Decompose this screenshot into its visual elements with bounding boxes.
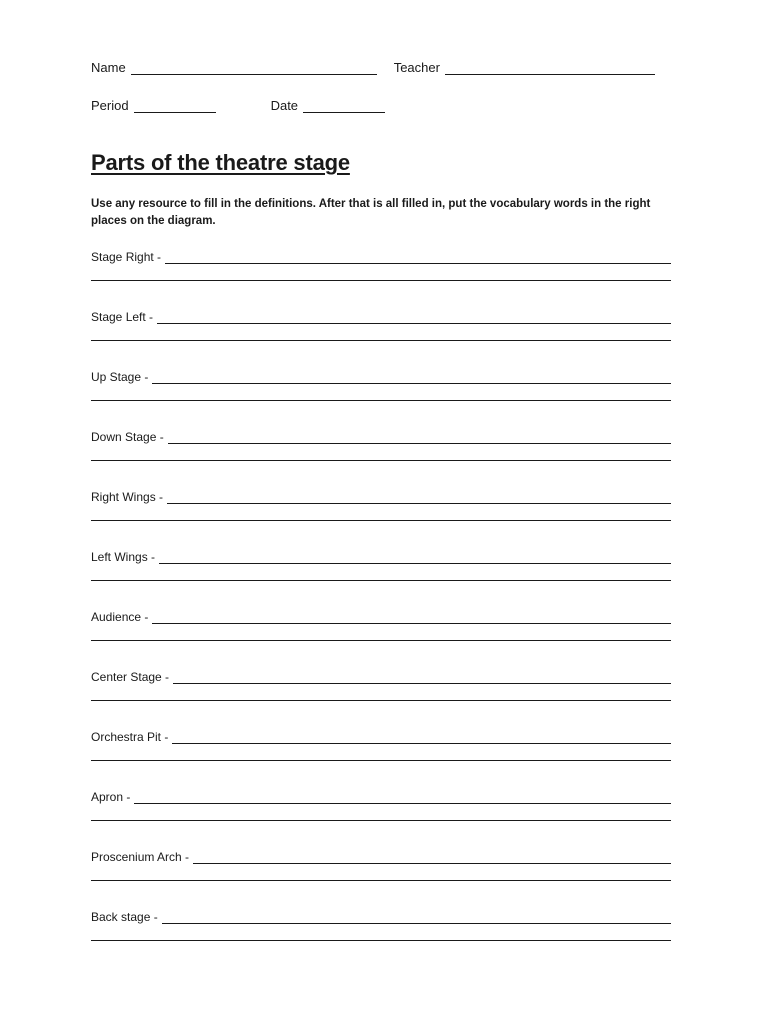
definition-first-line xyxy=(91,848,671,864)
period-blank[interactable] xyxy=(134,100,216,113)
term-label: Up Stage - xyxy=(91,370,149,384)
term-label: Left Wings - xyxy=(91,550,156,564)
term-label: Center Stage - xyxy=(91,670,170,684)
definition-entry xyxy=(91,848,671,908)
definition-entry xyxy=(91,488,671,548)
definition-second-line[interactable] xyxy=(91,640,671,641)
name-blank[interactable] xyxy=(131,62,377,75)
definition-second-line[interactable] xyxy=(91,520,671,521)
definition-blank[interactable] xyxy=(173,671,671,684)
definition-entry xyxy=(91,248,671,308)
definition-entry xyxy=(91,788,671,848)
definition-second-line[interactable] xyxy=(91,760,671,761)
definition-entry xyxy=(91,668,671,728)
definition-first-line xyxy=(91,668,671,684)
term-label: Audience - xyxy=(91,610,149,624)
date-blank[interactable] xyxy=(303,100,385,113)
definition-second-line[interactable] xyxy=(91,820,671,821)
definition-second-line[interactable] xyxy=(91,460,671,461)
definition-blank[interactable] xyxy=(159,551,671,564)
definition-entry xyxy=(91,308,671,368)
definition-first-line xyxy=(91,728,671,744)
term-label: Back stage - xyxy=(91,910,158,924)
page-title: Parts of the theatre stage xyxy=(91,150,350,175)
definition-list xyxy=(91,248,671,968)
instructions-text: Use any resource to fill in the definitions. After that is all filled in, put the vocabulary words in the right places on the diagram. xyxy=(91,198,651,227)
definition-blank[interactable] xyxy=(172,731,671,744)
definition-entry xyxy=(91,428,671,488)
definition-second-line[interactable] xyxy=(91,880,671,881)
definition-entry xyxy=(91,548,671,608)
definition-second-line[interactable] xyxy=(91,340,671,341)
teacher-label: Teacher xyxy=(393,60,440,75)
definition-blank[interactable] xyxy=(152,371,671,384)
term-label: Right Wings - xyxy=(91,490,164,504)
definition-second-line[interactable] xyxy=(91,280,671,281)
definition-entry xyxy=(91,608,671,668)
definition-second-line[interactable] xyxy=(91,400,671,401)
definition-first-line xyxy=(91,248,671,264)
definition-blank[interactable] xyxy=(165,251,671,264)
date-label: Date xyxy=(270,98,299,113)
header-row-1 xyxy=(91,60,655,75)
term-label: Down Stage - xyxy=(91,430,164,444)
definition-second-line[interactable] xyxy=(91,940,671,941)
definition-second-line[interactable] xyxy=(91,580,671,581)
definition-blank[interactable] xyxy=(162,911,671,924)
definition-first-line xyxy=(91,788,671,804)
definition-first-line xyxy=(91,368,671,384)
term-label: Stage Right - xyxy=(91,250,162,264)
definition-blank[interactable] xyxy=(167,491,671,504)
term-label: Orchestra Pit - xyxy=(91,730,169,744)
definition-first-line xyxy=(91,548,671,564)
term-label: Proscenium Arch - xyxy=(91,850,190,864)
definition-blank[interactable] xyxy=(193,851,671,864)
header-row-2 xyxy=(91,98,385,113)
definition-first-line xyxy=(91,488,671,504)
definition-first-line xyxy=(91,608,671,624)
definition-first-line xyxy=(91,308,671,324)
definition-blank[interactable] xyxy=(157,311,671,324)
definition-entry xyxy=(91,728,671,788)
name-label: Name xyxy=(91,60,126,75)
term-label: Stage Left - xyxy=(91,310,154,324)
teacher-blank[interactable] xyxy=(445,62,655,75)
definition-entry xyxy=(91,368,671,428)
definition-entry xyxy=(91,908,671,968)
definition-blank[interactable] xyxy=(168,431,671,444)
definition-second-line[interactable] xyxy=(91,700,671,701)
definition-first-line xyxy=(91,428,671,444)
definition-first-line xyxy=(91,908,671,924)
period-label: Period xyxy=(91,98,129,113)
term-label: Apron - xyxy=(91,790,131,804)
definition-blank[interactable] xyxy=(134,791,671,804)
definition-blank[interactable] xyxy=(152,611,671,624)
